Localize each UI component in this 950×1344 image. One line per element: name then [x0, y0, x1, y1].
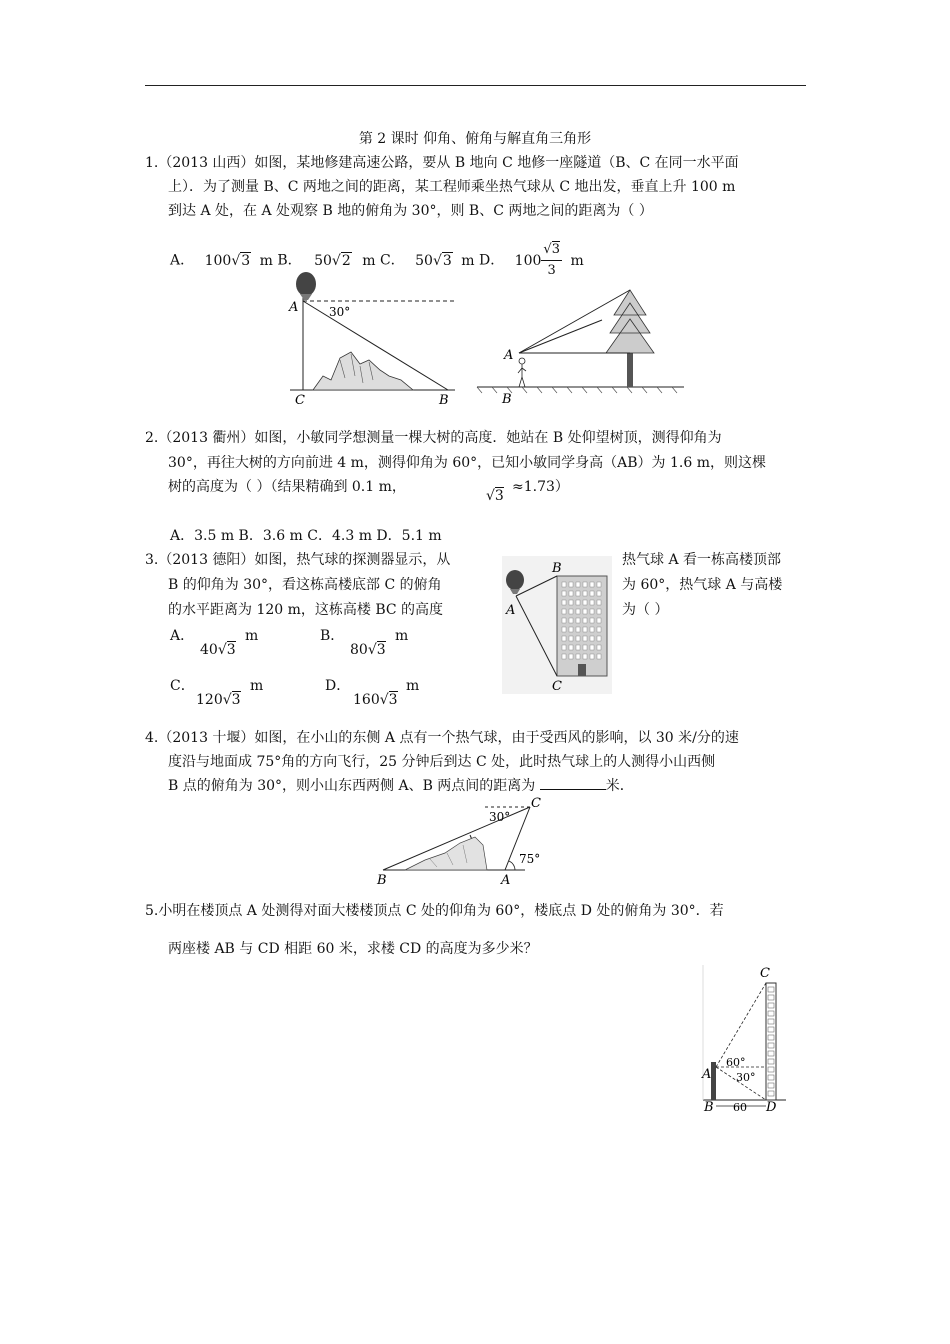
q3-right-line2: 为 60°，热气球 A 与高楼 — [622, 577, 783, 593]
q1-option-a-coef: 100 — [204, 252, 232, 269]
q4-line2: 度沿与地面成 75°角的方向飞行，25 分钟后到达 C 处，此时热气球上的人测得小山西侧 — [168, 754, 716, 770]
q3-right-line1: 热气球 A 看一栋高楼顶部 — [622, 552, 782, 568]
hill-icon — [405, 837, 487, 870]
building-cd-icon — [766, 983, 776, 1100]
q1-fig1-angle: 30° — [329, 305, 351, 319]
q1-option-d-coef: 100 — [514, 252, 542, 269]
q1-option-b-label: B． — [277, 252, 302, 269]
q3-option-c-unit: m — [250, 678, 264, 694]
q4-fig-angle30: 30° — [489, 810, 511, 824]
q2-line1: 2.（2013 衢州）如图，小敏同学想测量一棵大树的高度．她站在 B 处仰望树顶，测得仰角为 — [145, 430, 722, 446]
q1-fig1-label-B: B — [439, 393, 449, 408]
q3-option-b-unit: m — [395, 628, 409, 644]
q1-fig1-label-C: C — [295, 393, 305, 408]
q4-fig-label-A: A — [501, 873, 511, 887]
q5-fig-label-C: C — [760, 966, 770, 981]
q1-option-c-unit: m — [461, 252, 475, 269]
balloon-icon — [296, 272, 316, 296]
q2-sqrt: √3 — [486, 488, 504, 504]
q1-option-d-frac: $\frac{√3}{3}$ — [543, 242, 560, 278]
q3-option-d-value: 160√3 — [353, 692, 398, 708]
q1-line3: 到达 A 处，在 A 处观察 B 地的俯角为 30°，则 B、C 两地之间的距离为（ ） — [168, 203, 653, 219]
q5-line1: 5.小明在楼顶点 A 处测得对面大楼楼顶点 C 处的仰角为 60°，楼底点 D 处的俯角为 30°．若 — [145, 903, 724, 919]
q2-approx: ≈1.73） — [512, 479, 569, 495]
building-ab-icon — [711, 1062, 716, 1100]
q5-line2: 两座楼 AB 与 CD 相距 60 米，求楼 CD 的高度为多少米？ — [168, 941, 538, 957]
q3-left-line3: 的水平距离为 120 m，这栋高楼 BC 的高度 — [168, 602, 444, 618]
q4-line1: 4.（2013 十堰）如图，在小山的东侧 A 点有一个热气球，由于受西风的影响，以 30 米/分的速 — [145, 730, 739, 746]
q4-line3-text: B 点的俯角为 30°，则小山东西两侧 A、B 两点间的距离为 — [168, 778, 536, 794]
q1-fig2-label-B: B — [502, 392, 512, 407]
q3-option-b-value: 80√3 — [350, 642, 386, 658]
q4-fig-label-C: C — [531, 796, 541, 811]
q4-figure — [375, 795, 550, 887]
q3-figure-building — [502, 556, 612, 694]
q3-fig-label-B: B — [552, 561, 562, 576]
q3-option-b: B． — [320, 628, 345, 644]
page-title: 第 2 课时 仰角、俯角与解直角三角形 — [358, 131, 592, 147]
q1-option-b-unit: m — [362, 252, 376, 269]
q3-option-d: D． — [325, 678, 351, 694]
q5-fig-label-A: A — [702, 1067, 712, 1082]
q3-right-line3: 为（ ） — [622, 602, 669, 618]
balloon-icon — [506, 570, 524, 590]
q3-option-c-value: 120√3 — [196, 692, 241, 708]
q5-fig-label-D: D — [766, 1100, 777, 1115]
q5-fig-angle60: 60° — [726, 1056, 746, 1069]
top-rule — [145, 85, 806, 86]
person-icon — [519, 358, 525, 364]
q3-fig-label-C: C — [552, 679, 562, 694]
q1-option-b-coef: 50 — [314, 252, 332, 269]
q2-line2: 30°，再往大树的方向前进 4 m，测得仰角为 60°，已知小敏同学身高（AB）为 1.6 m，则这棵 — [168, 455, 766, 471]
q3-option-a-value: 40√3 — [200, 642, 236, 658]
q3-fig-label-A: A — [506, 603, 516, 618]
q3-option-c: C． — [170, 678, 195, 694]
q1-fig2-label-A: A — [504, 348, 514, 363]
q1-line2: 上）．为了测量 B、C 两地之间的距离，某工程师乘坐热气球从 C 地出发，垂直上升 100 m — [168, 179, 736, 195]
q2-line3: 树的高度为（ ）（结果精确到 0.1 m， — [168, 479, 406, 495]
mountain-icon — [313, 352, 413, 390]
q3-option-a-unit: m — [245, 628, 259, 644]
q5-fig-angle30: 30° — [736, 1071, 756, 1084]
q1-option-a-sqrt: √3 — [231, 252, 251, 269]
q5-figure — [698, 965, 793, 1115]
q1-line1: 1.（2013 山西）如图，某地修建高速公路，要从 B 地向 C 地修一座隧道（B、C 在同一水平面 — [145, 155, 739, 171]
q4-answer-blank[interactable] — [540, 789, 606, 790]
q4-line3 — [168, 776, 634, 796]
q1-figure-tree — [472, 285, 692, 410]
q4-line3-end: 米． — [605, 778, 634, 794]
q5-fig-label-B: B — [704, 1100, 714, 1115]
q1-option-c-coef: 50 — [415, 252, 433, 269]
q1-figure-balloon — [285, 268, 460, 408]
q5-fig-distance: 60 — [733, 1101, 747, 1114]
q1-option-c-label: C． — [379, 252, 405, 269]
q1-option-d-label: D． — [478, 252, 505, 269]
q4-fig-label-B: B — [377, 873, 387, 887]
q1-option-a-unit: m — [259, 252, 273, 269]
q1-fig1-label-A: A — [289, 300, 299, 315]
q4-fig-angle75: 75° — [519, 852, 541, 866]
q1-option-d-unit: m — [570, 252, 584, 269]
q1-option-a-label: A． — [170, 252, 195, 269]
q3-option-d-unit: m — [406, 678, 420, 694]
q1-option-c-sqrt: √3 — [432, 252, 452, 269]
q3-option-a: A． — [170, 628, 195, 644]
q3-left-line2: B 的仰角为 30°，看这栋高楼底部 C 的俯角 — [168, 577, 442, 593]
q3-left-line1: 3.（2013 德阳）如图，热气球的探测器显示，从 — [145, 552, 451, 568]
q2-options: A．3.5 m B．3.6 m C．4.3 m D．5.1 m — [170, 528, 442, 544]
q1-option-b-sqrt: √2 — [331, 252, 351, 269]
